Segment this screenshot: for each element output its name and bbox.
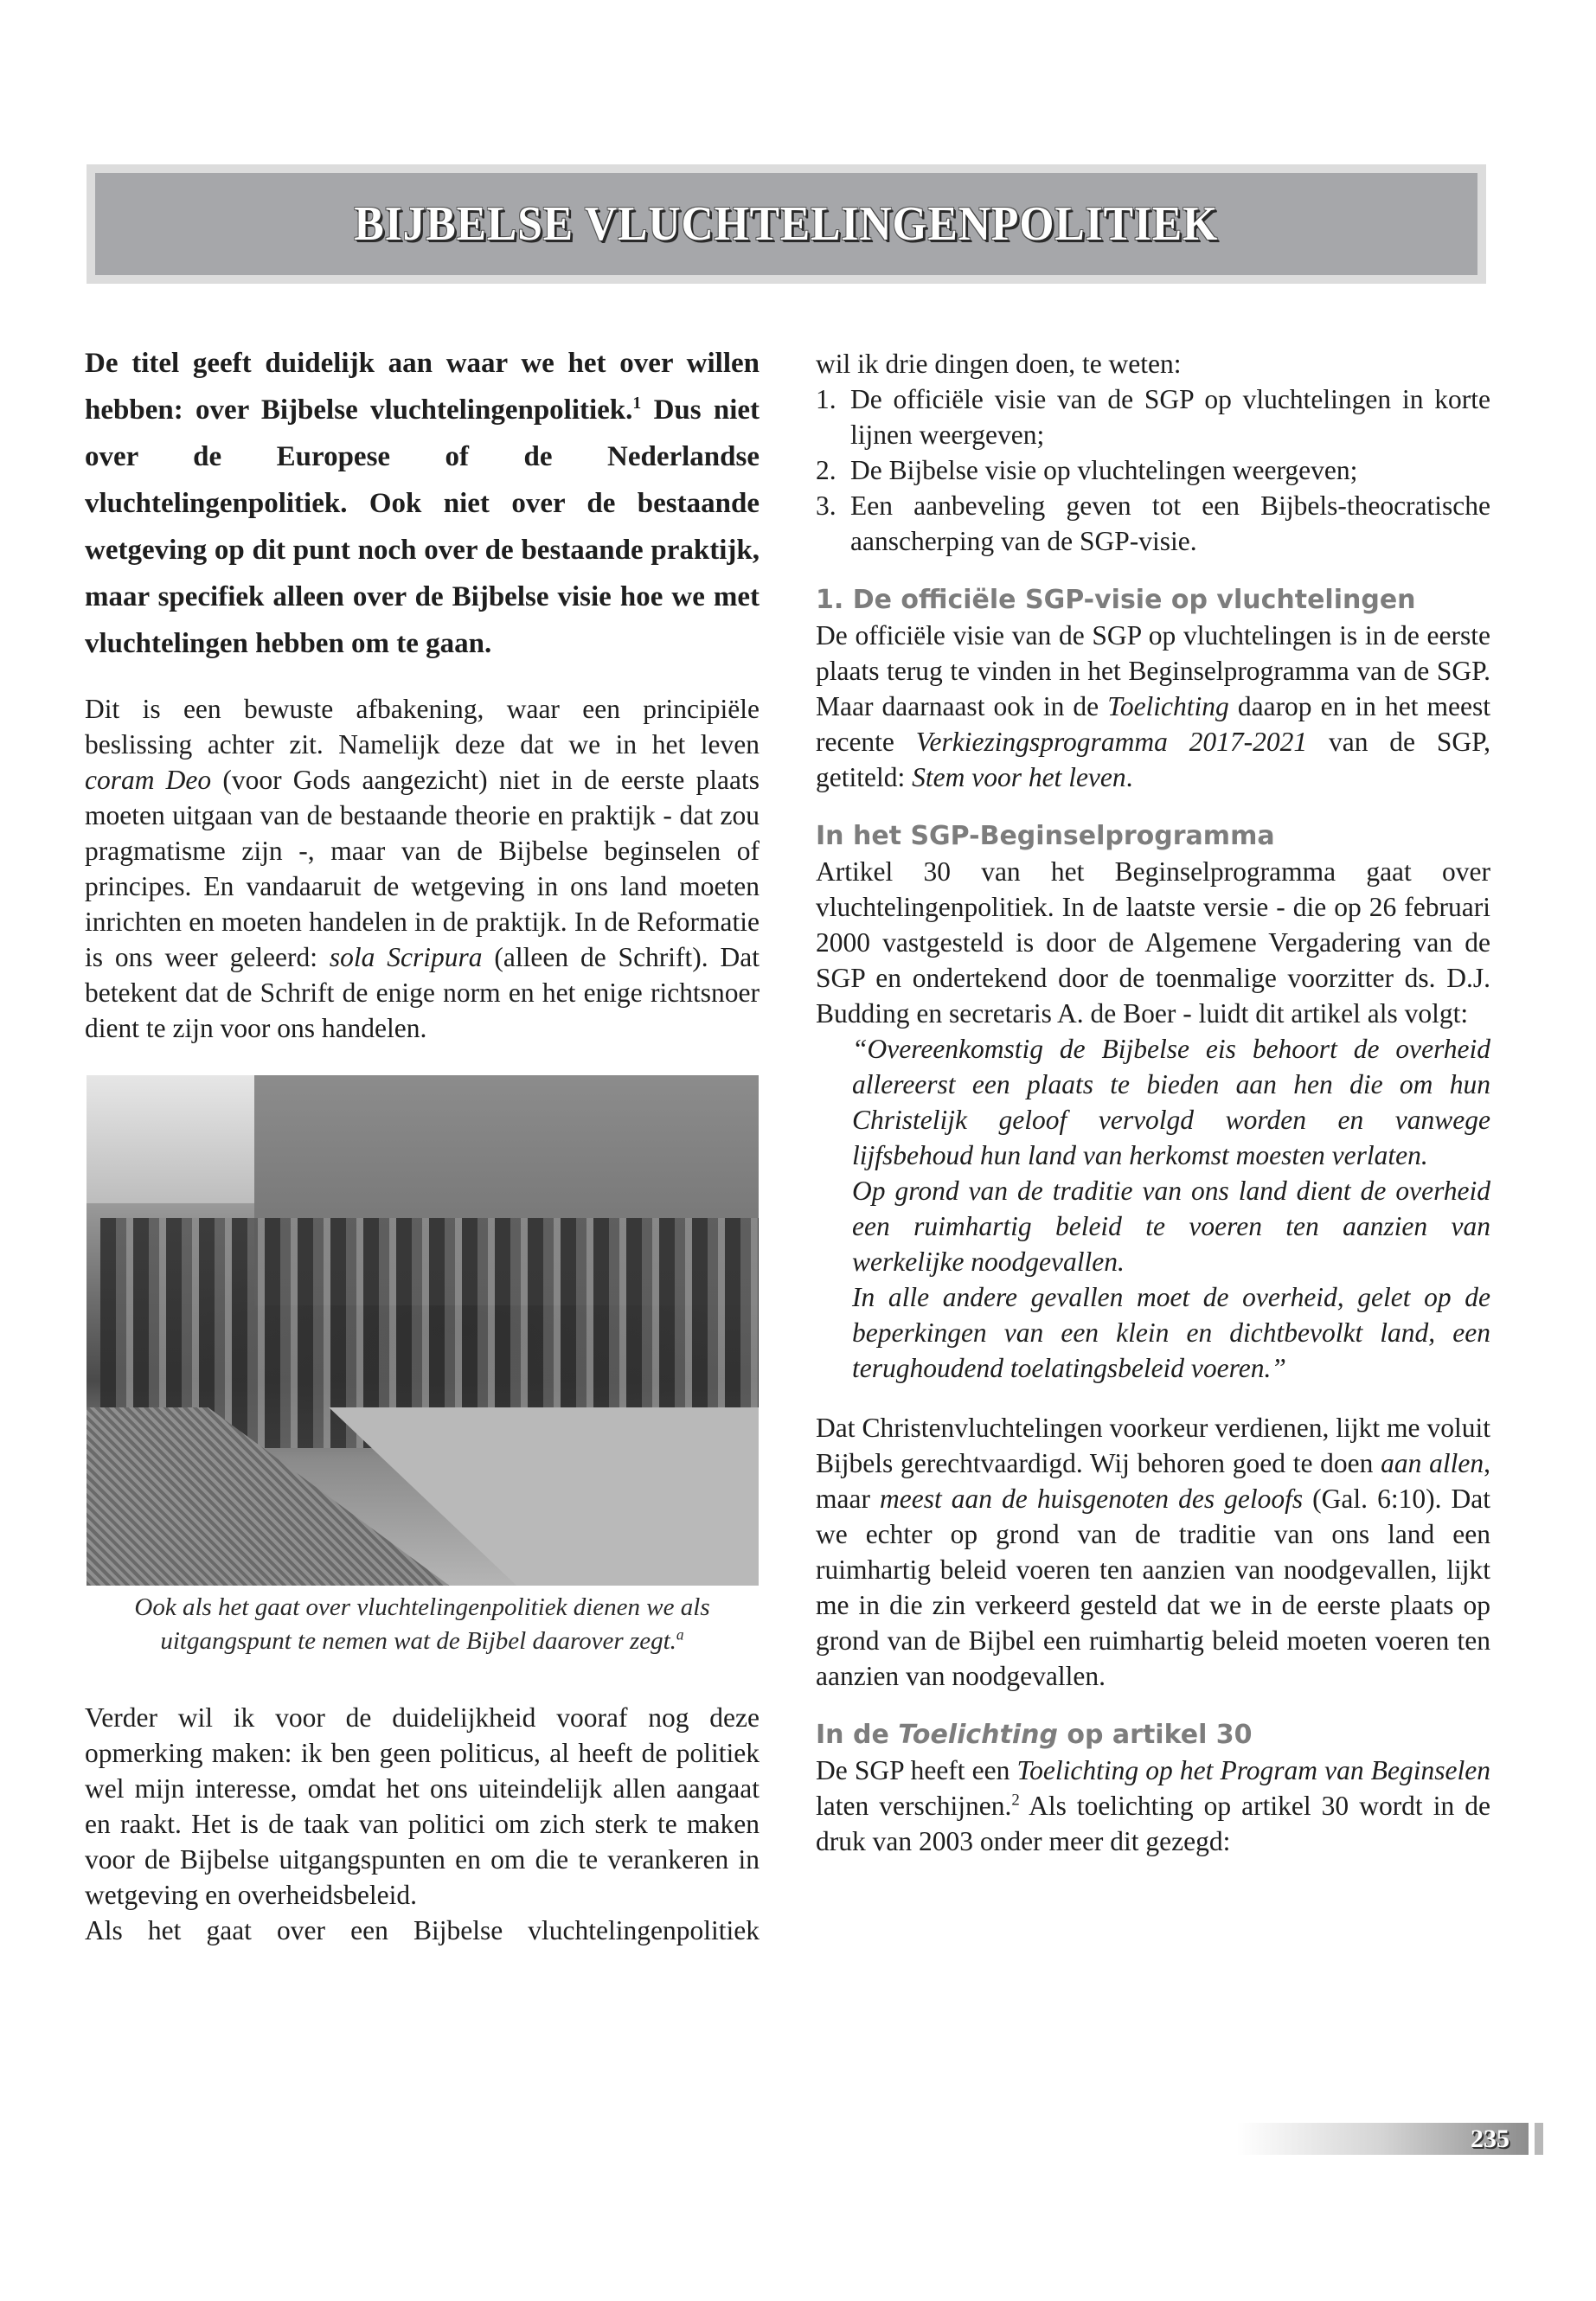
paragraph-artikel-30: Artikel 30 van het Beginselprogramma gaat over vluchtelingenpolitiek. In de laatste versie - die op 26 februari 2000 vastgesteld is door de Algemene Vergadering van de SGP en ondertekend door de toenmalige voorzitter ds. D.J. Budding en secretaris A. de Boer - luidt dit artikel als volgt: (816, 856, 1490, 1029)
italic-term: Toelichting (898, 1720, 1058, 1750)
paragraph-afbakening (85, 691, 760, 1046)
paragraph-sgp-visie (816, 618, 1490, 795)
quote-line-1: “Overeenkomstig de Bijbelse eis behoort de overheid allereerst een plaats te bieden aan hen die om hun Christelijk geloof vervolgd worden en vanwege lijfsbehoud hun land van herkomst moesten verlaten. (852, 1034, 1490, 1170)
goals-list (816, 381, 1490, 559)
italic-term: coram Deo (85, 765, 212, 795)
list-item (816, 488, 1490, 559)
quote-line-2: Op grond van de traditie van ons land dient de overheid een ruimhartig beleid te voeren ten aanzien van werkelijke noodgevallen. (852, 1176, 1490, 1277)
italic-term: sola Scripura (329, 942, 483, 972)
caption-ref[interactable]: a (676, 1625, 684, 1644)
text: , maar (816, 1448, 1490, 1514)
paragraph-christenvluchtelingen (816, 1410, 1490, 1694)
paragraph-politicus: Verder wil ik voor de duidelijkheid vooraf nog deze opmerking maken: ik ben geen politicus, al heeft de politiek wel mijn interesse, omdat het ons uiteindelijk allen aangaat en raakt. Het is de taak van politici om zich sterk te maken voor de Bijbelse uitgangspunten en om die te verankeren in wetgeving en overheidsbeleid. (85, 1702, 760, 1910)
lead-paragraph (85, 340, 760, 667)
text: van de SGP, getiteld: (816, 727, 1490, 792)
text: (Gal. 6:10). Dat we echter op grond van de traditie van ons land een ruimhartig beleid voeren ten aanzien van noodgevallen, lijkt me in die zin verkeerd gesteld dat we in de eerste plaats op grond van de Bijbel een ruimhartig beleid moeten voeren ten aanzien van noodgevallen. (816, 1484, 1490, 1691)
lead-text-1: De titel geeft duidelijk aan waar we het over willen hebben: over Bijbelse vluchtelingenpolitiek. (85, 348, 760, 426)
list-item (816, 381, 1490, 452)
list-text: Een aanbeveling geven tot een Bijbels-theocratische aanscherping van de SGP-visie. (850, 490, 1490, 556)
list-intro: wil ik drie dingen doen, te weten: (816, 349, 1182, 379)
text: op artikel 30 (1057, 1720, 1253, 1750)
page-title: BIJBELSE VLUCHTELINGENPOLITIEK (354, 197, 1219, 251)
lead-text-2: Dus niet over de Europese of de Nederlandse vluchtelingenpolitiek. Ook niet over de bestaande wetgeving op dit punt noch over de bestaande praktijk, maar specifiek alleen over de Bijbelse visie hoe we met vluchtelingen hebben om te gaan. (85, 394, 760, 659)
page-bar-end-block (1535, 2123, 1543, 2155)
text: De officiële visie van de SGP op vluchtelingen is in de eerste plaats terug te vinden in het Beginselprogramma van de SGP. Maar daarnaast ook in de (816, 620, 1490, 721)
text: Dit is een bewuste afbakening, waar een principiële beslissing achter zit. Namelijk deze dat we in het leven (85, 694, 760, 760)
caption-text: Ook als het gaat over vluchtelingenpolitiek dienen we als uitgangspunt te nemen wat de Bijbel daarover zegt. (134, 1593, 710, 1655)
quote-line-3: In alle andere gevallen moet de overheid, gelet op de beperkingen van een klein en dichtbevolkt land, een terughoudend toelatingsbeleid voeren.” (852, 1282, 1490, 1383)
text: daarop en in het meest recente (816, 691, 1490, 757)
title-banner (87, 164, 1486, 284)
text: (voor Gods aangezicht) niet in de eerste plaats moeten uitgaan van de bestaande theorie en praktijk - dat zou pragmatisme zijn -, maar van de Bijbelse beginselen of principes. En vandaaruit de wetgeving in ons land moeten inrichten en moeten handelen in de praktijk. In de Reformatie is ons weer geleerd: (85, 765, 760, 972)
text: De SGP heeft een (816, 1755, 1017, 1785)
page-number: 235 (1471, 2125, 1509, 2153)
photo-caption (85, 1591, 760, 1658)
italic-term: Toelichting op het Program van Beginselen (1016, 1755, 1490, 1785)
italic-term: aan allen (1381, 1448, 1484, 1478)
left-column (85, 340, 760, 1948)
list-text: De officiële visie van de SGP op vluchtelingen in korte lijnen weergeven; (850, 384, 1490, 450)
list-text: De Bijbelse visie op vluchtelingen weergeven; (850, 455, 1358, 485)
refugees-photo (87, 1075, 759, 1586)
list-number: 3. (816, 490, 836, 521)
text: . (1125, 762, 1133, 792)
list-item (816, 452, 1490, 488)
text: Dat Christenvluchtelingen voorkeur verdienen, lijkt me voluit Bijbels gerechtvaardigd. Wij behoren goed te doen (816, 1413, 1490, 1478)
paragraph-continuation: Als het gaat over een Bijbelse vluchtelingenpolitiek (85, 1915, 760, 1945)
paragraph-toelichting (816, 1753, 1490, 1859)
section-heading-beginselprogramma: In het SGP-Beginselprogramma (816, 821, 1275, 851)
list-number: 2. (816, 455, 836, 485)
italic-term: Stem voor het leven (912, 762, 1126, 792)
footnote-ref-1[interactable]: 1 (632, 394, 642, 413)
italic-term: Verkiezingsprogramma 2017-2021 (915, 727, 1308, 757)
italic-term: meest aan de huisgenoten des geloofs (880, 1484, 1304, 1514)
text: (alleen de Schrift). Dat betekent dat de Schrift de enige norm en het enige richtsnoer dient te zijn voor ons handelen. (85, 942, 760, 1043)
text: laten verschijnen. (816, 1791, 1012, 1821)
section-heading-toelichting (816, 1718, 1490, 1753)
section-heading-sgp-visie: 1. De officiële SGP-visie op vluchtelingen (816, 585, 1416, 615)
italic-term: Toelichting (1107, 691, 1229, 721)
title-banner-inner (95, 173, 1477, 275)
list-number: 1. (816, 384, 836, 414)
right-column (816, 346, 1490, 1859)
page-number-bar (1237, 2123, 1529, 2155)
footnote-ref-2[interactable]: 2 (1011, 1791, 1020, 1810)
text: In de (816, 1720, 899, 1750)
text: Als toelichting op artikel 30 wordt in de druk van 2003 onder meer dit gezegd: (816, 1791, 1490, 1856)
